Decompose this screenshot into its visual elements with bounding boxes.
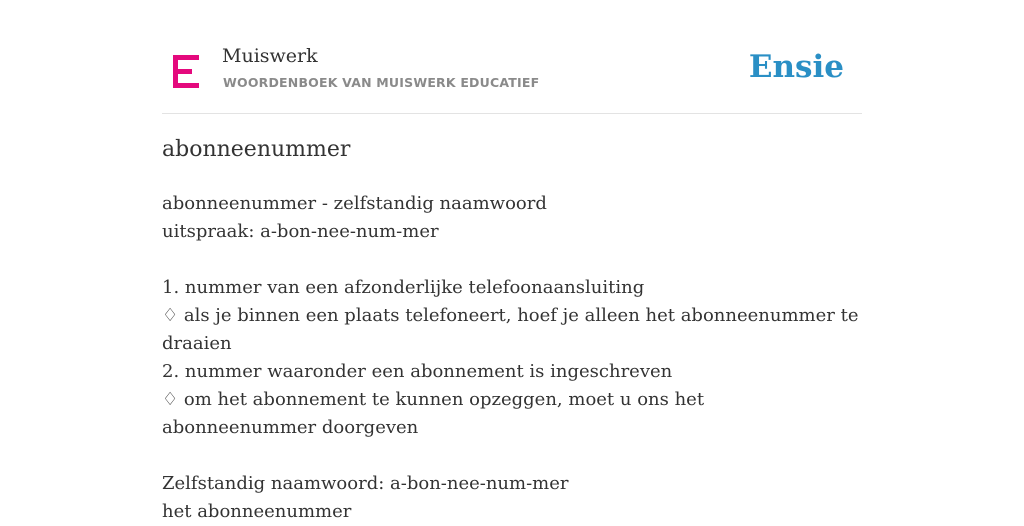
definition-line: 1. nummer van een afzonderlijke telefoonaansluiting (162, 277, 645, 298)
definition-line (162, 246, 862, 274)
entry-title: abonneenummer (162, 137, 351, 162)
definition-line: het abonneenummer (162, 501, 352, 522)
definition-body (162, 190, 865, 526)
definition-line: ♢ om het abonnement te kunnen opzeggen, moet u ons het abonneenummer doorgeven (162, 389, 710, 438)
brand-name[interactable]: Muiswerk (222, 45, 318, 67)
header (162, 0, 862, 114)
definition-line: Zelfstandig naamwoord: a-bon-nee-num-mer (162, 473, 569, 494)
brand-subtitle: WOORDENBOEK VAN MUISWERK EDUCATIEF (223, 75, 540, 90)
definition-line: uitspraak: a-bon-nee-num-mer (162, 221, 439, 242)
page-container (162, 0, 865, 522)
definition-line: abonneenummer - zelfstandig naamwoord (162, 193, 547, 214)
definition-line (162, 442, 862, 470)
muiswerk-e-logo-icon[interactable] (173, 55, 199, 88)
definition-line: 2. nummer waaronder een abonnement is ingeschreven (162, 361, 673, 382)
ensie-logo-link[interactable]: Ensie (748, 49, 844, 85)
definition-line: ♢ als je binnen een plaats telefoneert, hoef je alleen het abonneenummer te draaien (162, 305, 865, 354)
